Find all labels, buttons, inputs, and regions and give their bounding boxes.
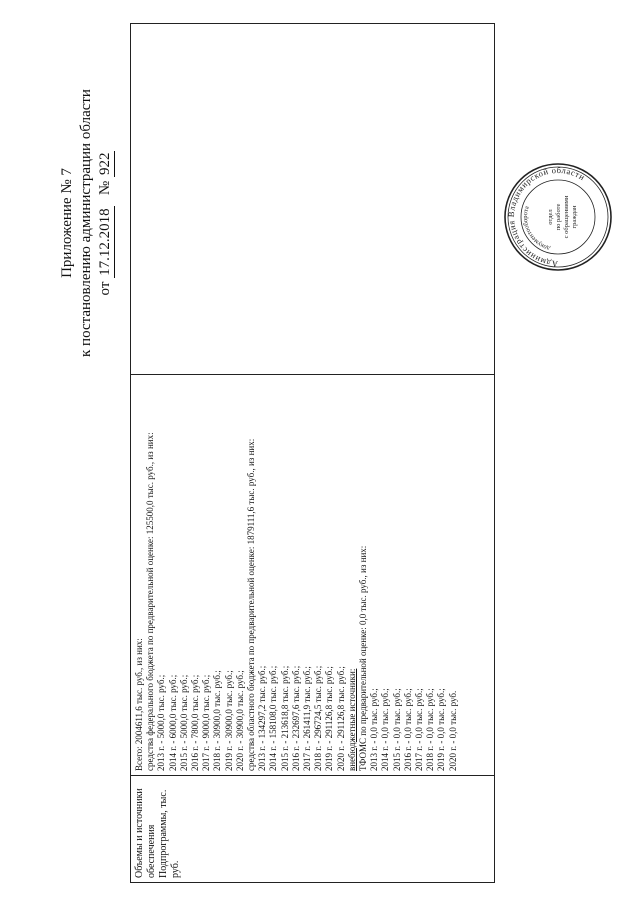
federal-year-line: 2013 г. - 5000,0 тыс. руб.;	[156, 674, 167, 771]
appendix-date-line	[96, 33, 115, 413]
seal-inner-arc-text: документооборота	[521, 205, 551, 252]
funding-values-cell	[131, 375, 495, 776]
decree-number: 922	[97, 152, 113, 176]
federal-year-line: 2020 г. - 30900,0 тыс. руб.;	[234, 670, 245, 771]
federal-year-line: 2015 г. - 5000,0 тыс. руб.;	[178, 674, 189, 771]
tfoms-year-line: 2015 г. - 0,0 тыс. руб.;	[391, 688, 402, 771]
seal-line-3: с обращениями	[563, 195, 570, 239]
label-line: Подпрограммы, тыс.	[158, 789, 169, 878]
rotated-document-page	[10, 13, 630, 893]
decree-date: 17.12.2018	[97, 208, 113, 276]
tfoms-year-line: 2016 г. - 0,0 тыс. руб.;	[402, 688, 413, 771]
official-seal-stamp	[502, 161, 614, 273]
federal-year-line: 2018 г. - 30900,0 тыс. руб.;	[212, 670, 223, 771]
label-line: обеспечения	[146, 824, 157, 878]
tfoms-year-line: 2020 г. - 0,0 тыс. руб.	[447, 690, 458, 771]
funding-total: Всего: 2004611,6 тыс. руб., из них:	[134, 638, 144, 771]
regional-year-line: 2018 г. - 296724,5 тыс. руб.;	[313, 665, 324, 771]
regional-year-line: 2020 г. - 291126,8 тыс. руб.;	[335, 666, 346, 771]
tfoms-year-line: 2014 г. - 0,0 тыс. руб.;	[380, 688, 391, 771]
funding-label-cell	[131, 776, 495, 883]
federal-year-line: 2017 г. - 9000,0 тыс. руб.;	[201, 674, 212, 771]
date-prefix: от	[97, 281, 113, 296]
seal-line-2: по работе	[555, 203, 562, 231]
regional-budget-heading: средства областного бюджета по предварительной оценке: 1879111,6 тыс. руб., из них:	[246, 438, 257, 771]
appendix-subtitle: к постановлению администрации области	[78, 89, 94, 357]
empty-cell	[131, 24, 495, 375]
funding-table	[130, 23, 495, 883]
regional-year-line: 2015 г. - 213618,8 тыс. руб.;	[279, 665, 290, 771]
tfoms-year-line: 2017 г. - 0,0 тыс. руб.;	[414, 688, 425, 771]
seal-line-4: граждан	[571, 205, 578, 229]
extrabudgetary-heading: внебюджетные источники:	[346, 668, 357, 771]
seal-outer-text: Администрация Владимирской области	[505, 164, 588, 270]
seal-line-1: отдел	[547, 209, 554, 225]
number-label: №	[97, 180, 113, 196]
table-row	[131, 24, 495, 883]
federal-year-line: 2019 г. - 30900,0 тыс. руб.;	[223, 670, 234, 771]
appendix-header	[58, 33, 115, 413]
regional-year-line: 2014 г. - 158108,0 тыс. руб.;	[268, 665, 279, 771]
regional-year-line: 2013 г. - 134297,2 тыс. руб.;	[257, 665, 268, 771]
federal-year-line: 2016 г. - 7800,0 тыс. руб.;	[190, 674, 201, 771]
tfoms-heading: ТФОМС по предварительной оценке: 0,0 тыс. руб., из них:	[358, 545, 369, 771]
regional-year-line: 2016 г. - 232697,6 тыс. руб.;	[290, 665, 301, 771]
label-line: руб.	[170, 860, 181, 878]
federal-year-line: 2014 г. - 6000,0 тыс. руб.;	[167, 674, 178, 771]
regional-year-line: 2019 г. - 291126,8 тыс. руб.;	[324, 666, 335, 771]
appendix-title: Приложение № 7	[59, 168, 75, 278]
label-line: Объемы и источники	[134, 788, 145, 878]
tfoms-year-line: 2018 г. - 0,0 тыс. руб.;	[425, 688, 436, 771]
regional-year-line: 2017 г. - 261411,9 тыс. руб.;	[302, 666, 313, 771]
federal-budget-heading: средства федерального бюджета по предварительной оценке: 125500,0 тыс. руб., из них:	[145, 432, 156, 771]
tfoms-year-line: 2013 г. - 0,0 тыс. руб.;	[369, 688, 380, 771]
tfoms-year-line: 2019 г. - 0,0 тыс. руб.;	[436, 688, 447, 771]
